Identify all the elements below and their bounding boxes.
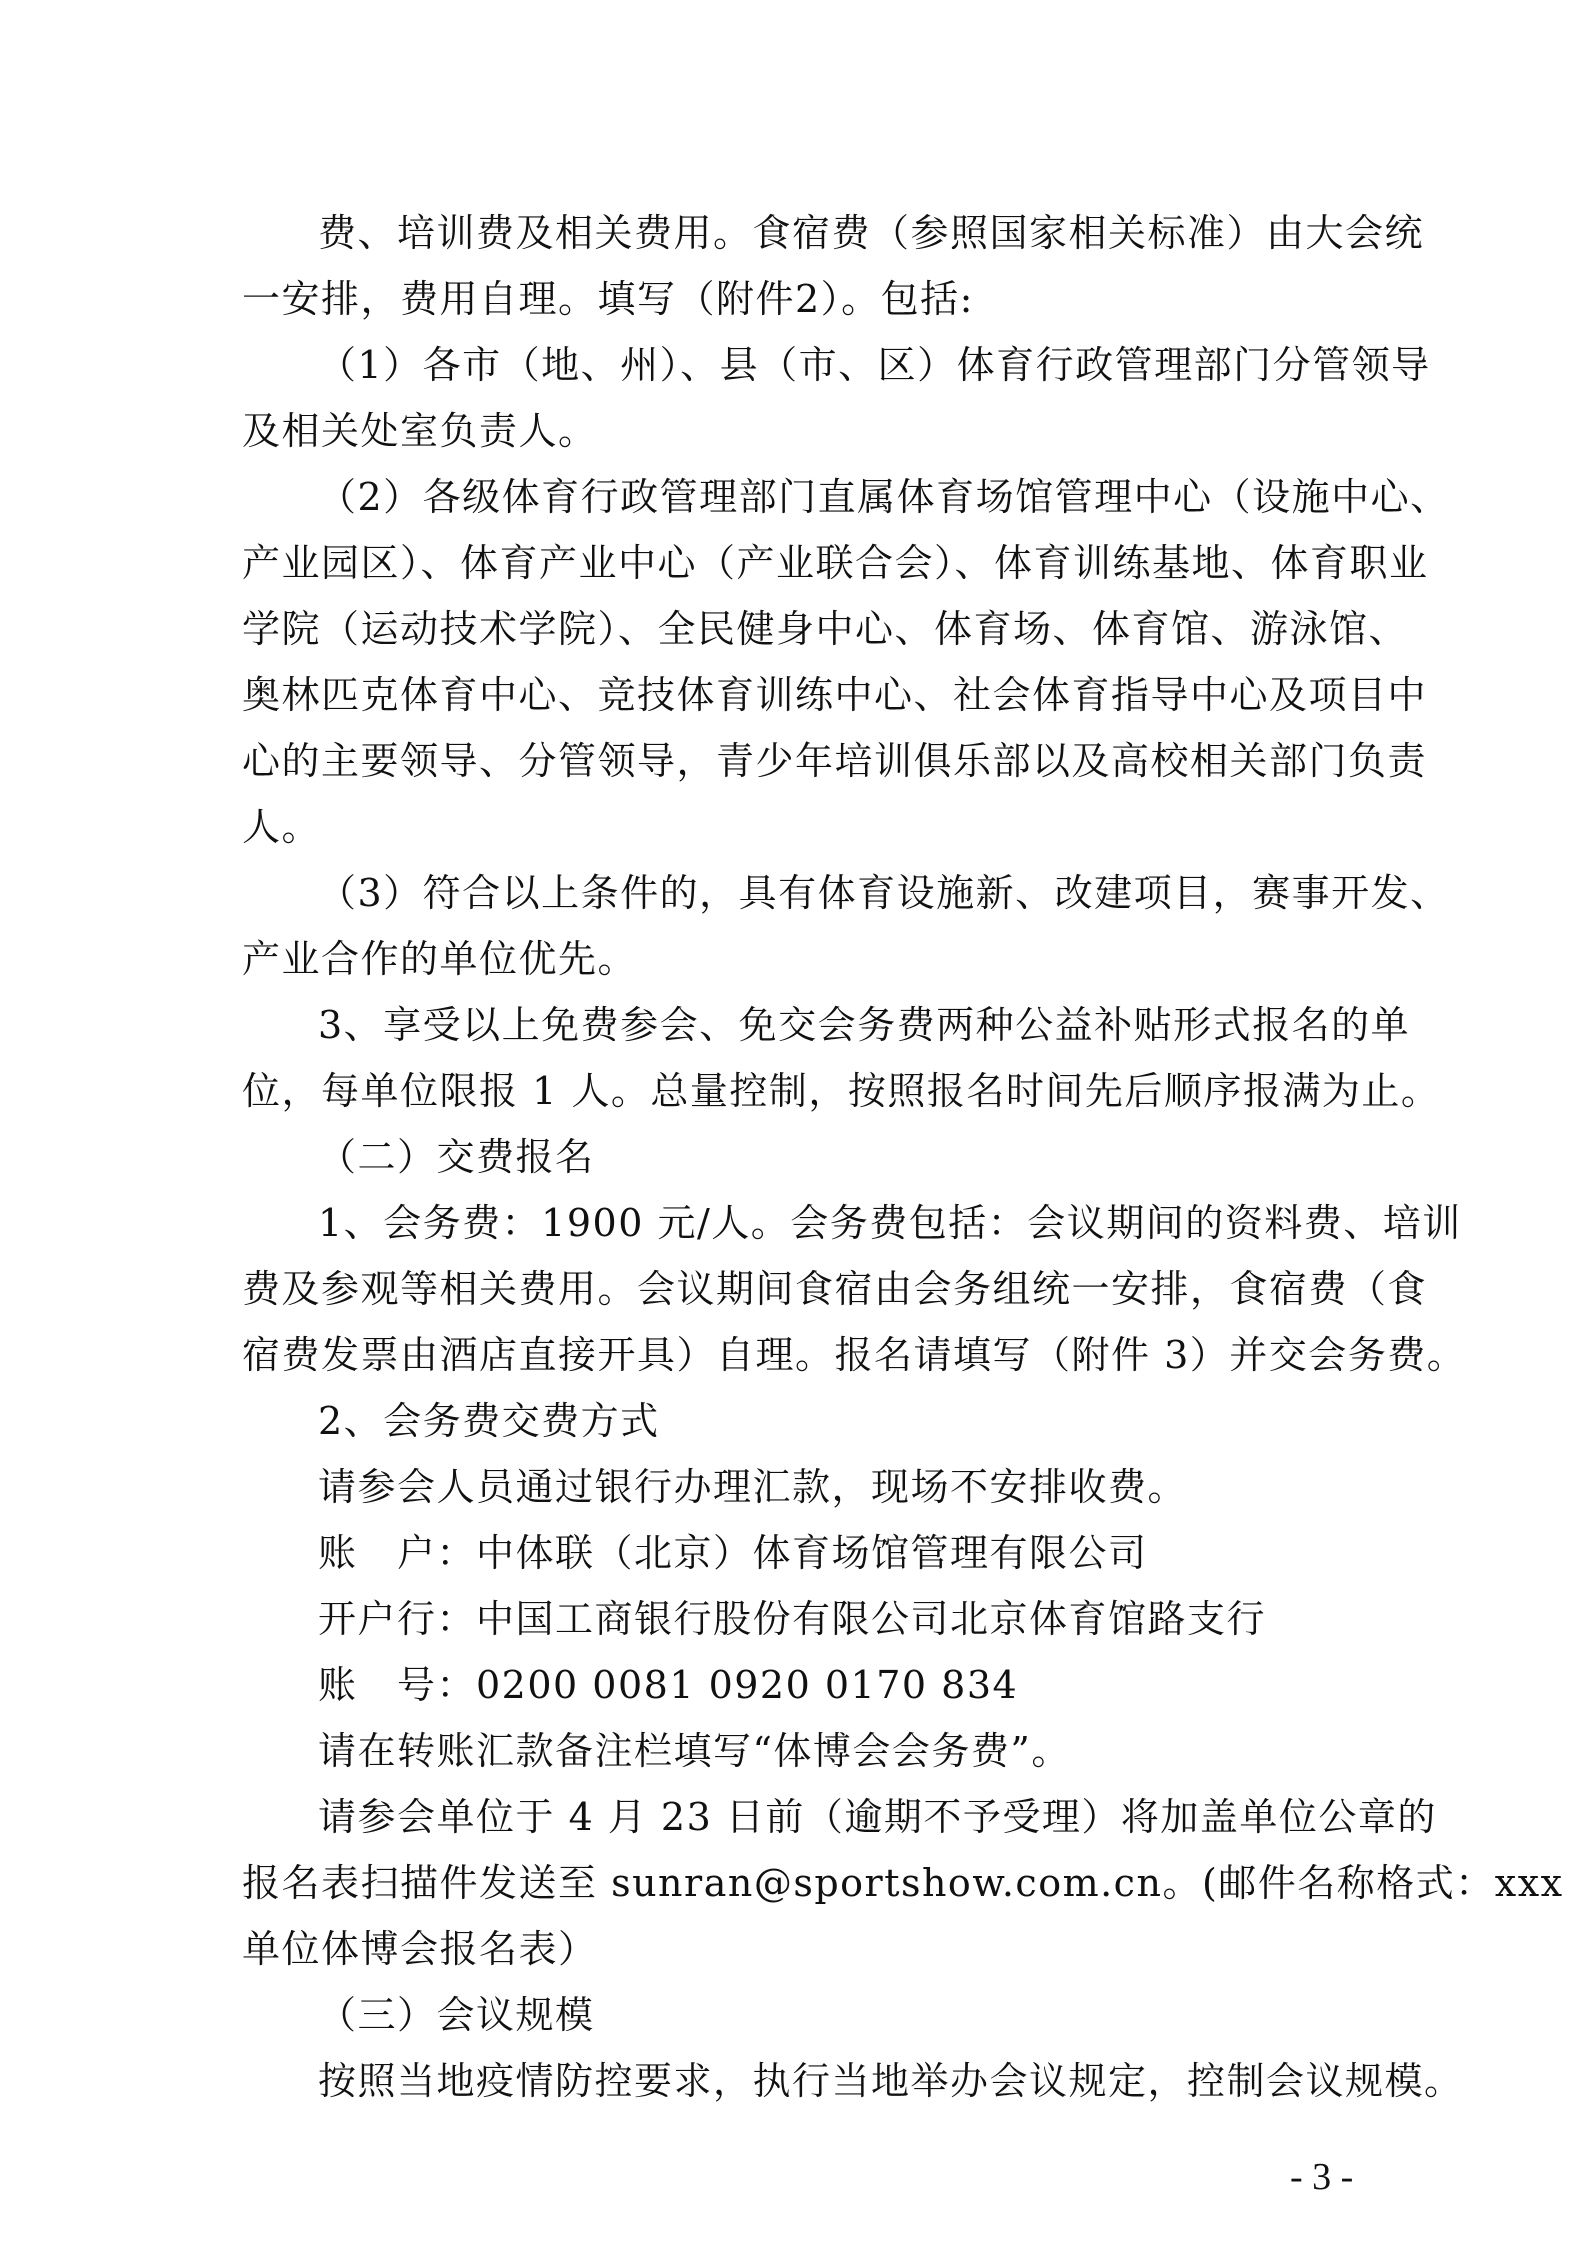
text-line: （三）会议规模 — [318, 1993, 595, 2037]
text-line: （1）各市（地、州）、县（市、区）体育行政管理部门分管领导 — [318, 343, 1431, 387]
text-line: 位，每单位限报 1 人。总量控制，按照报名时间先后顺序报满为止。 — [242, 1069, 1441, 1113]
text-line: 心的主要领导、分管领导，青少年培训俱乐部以及高校相关部门负责 — [242, 739, 1428, 783]
text-line: 开户行：中国工商银行股份有限公司北京体育馆路支行 — [318, 1597, 1267, 1641]
text-line: 请在转账汇款备注栏填写“体博会会务费”。 — [318, 1729, 1071, 1773]
text-line: 账 号：0200 0081 0920 0170 834 — [318, 1663, 1019, 1707]
document-body — [242, 200, 1564, 2114]
text-line: 报名表扫描件发送至 sunran@sportshow.com.cn。(邮件名称格式：xxx — [242, 1861, 1564, 1905]
text-line: （二）交费报名 — [318, 1135, 595, 1179]
text-line: 按照当地疫情防控要求，执行当地举办会议规定，控制会议规模。 — [318, 2059, 1464, 2103]
text-line: 1、会务费：1900 元/人。会务费包括：会议期间的资料费、培训 — [318, 1201, 1462, 1245]
text-line: 产业园区）、体育产业中心（产业联合会）、体育训练基地、体育职业 — [242, 541, 1429, 585]
text-line: 奥林匹克体育中心、竞技体育训练中心、社会体育指导中心及项目中 — [242, 673, 1428, 717]
text-line: 费、培训费及相关费用。食宿费（参照国家相关标准）由大会统 — [318, 211, 1425, 255]
text-line: 3、享受以上免费参会、免交会务费两种公益补贴形式报名的单 — [318, 1003, 1411, 1047]
page-number: - 3 - — [1290, 2156, 1354, 2198]
text-line: 账 户：中体联（北京）体育场馆管理有限公司 — [318, 1531, 1148, 1575]
text-line: 一安排，费用自理。填写（附件2）。包括: — [242, 277, 974, 321]
text-line: 单位体博会报名表） — [242, 1927, 598, 1971]
text-line: 人。 — [242, 805, 322, 849]
text-line: 产业合作的单位优先。 — [242, 937, 638, 981]
text-line: 请参会单位于 4 月 23 日前（逾期不予受理）将加盖单位公章的 — [318, 1795, 1437, 1839]
text-line: 学院（运动技术学院）、全民健身中心、体育场、体育馆、游泳馆、 — [242, 607, 1409, 651]
text-line: 请参会人员通过银行办理汇款，现场不安排收费。 — [318, 1465, 1188, 1509]
text-line: （2）各级体育行政管理部门直属体育场馆管理中心（设施中心、 — [318, 475, 1450, 519]
text-line: （3）符合以上条件的，具有体育设施新、改建项目，赛事开发、 — [318, 871, 1450, 915]
text-line: 宿费发票由酒店直接开具）自理。报名请填写（附件 3）并交会务费。 — [242, 1333, 1467, 1377]
text-line: 费及参观等相关费用。会议期间食宿由会务组统一安排，食宿费（食 — [242, 1267, 1428, 1311]
text-line: 2、会务费交费方式 — [318, 1399, 660, 1443]
text-line: 及相关处室负责人。 — [242, 409, 598, 453]
